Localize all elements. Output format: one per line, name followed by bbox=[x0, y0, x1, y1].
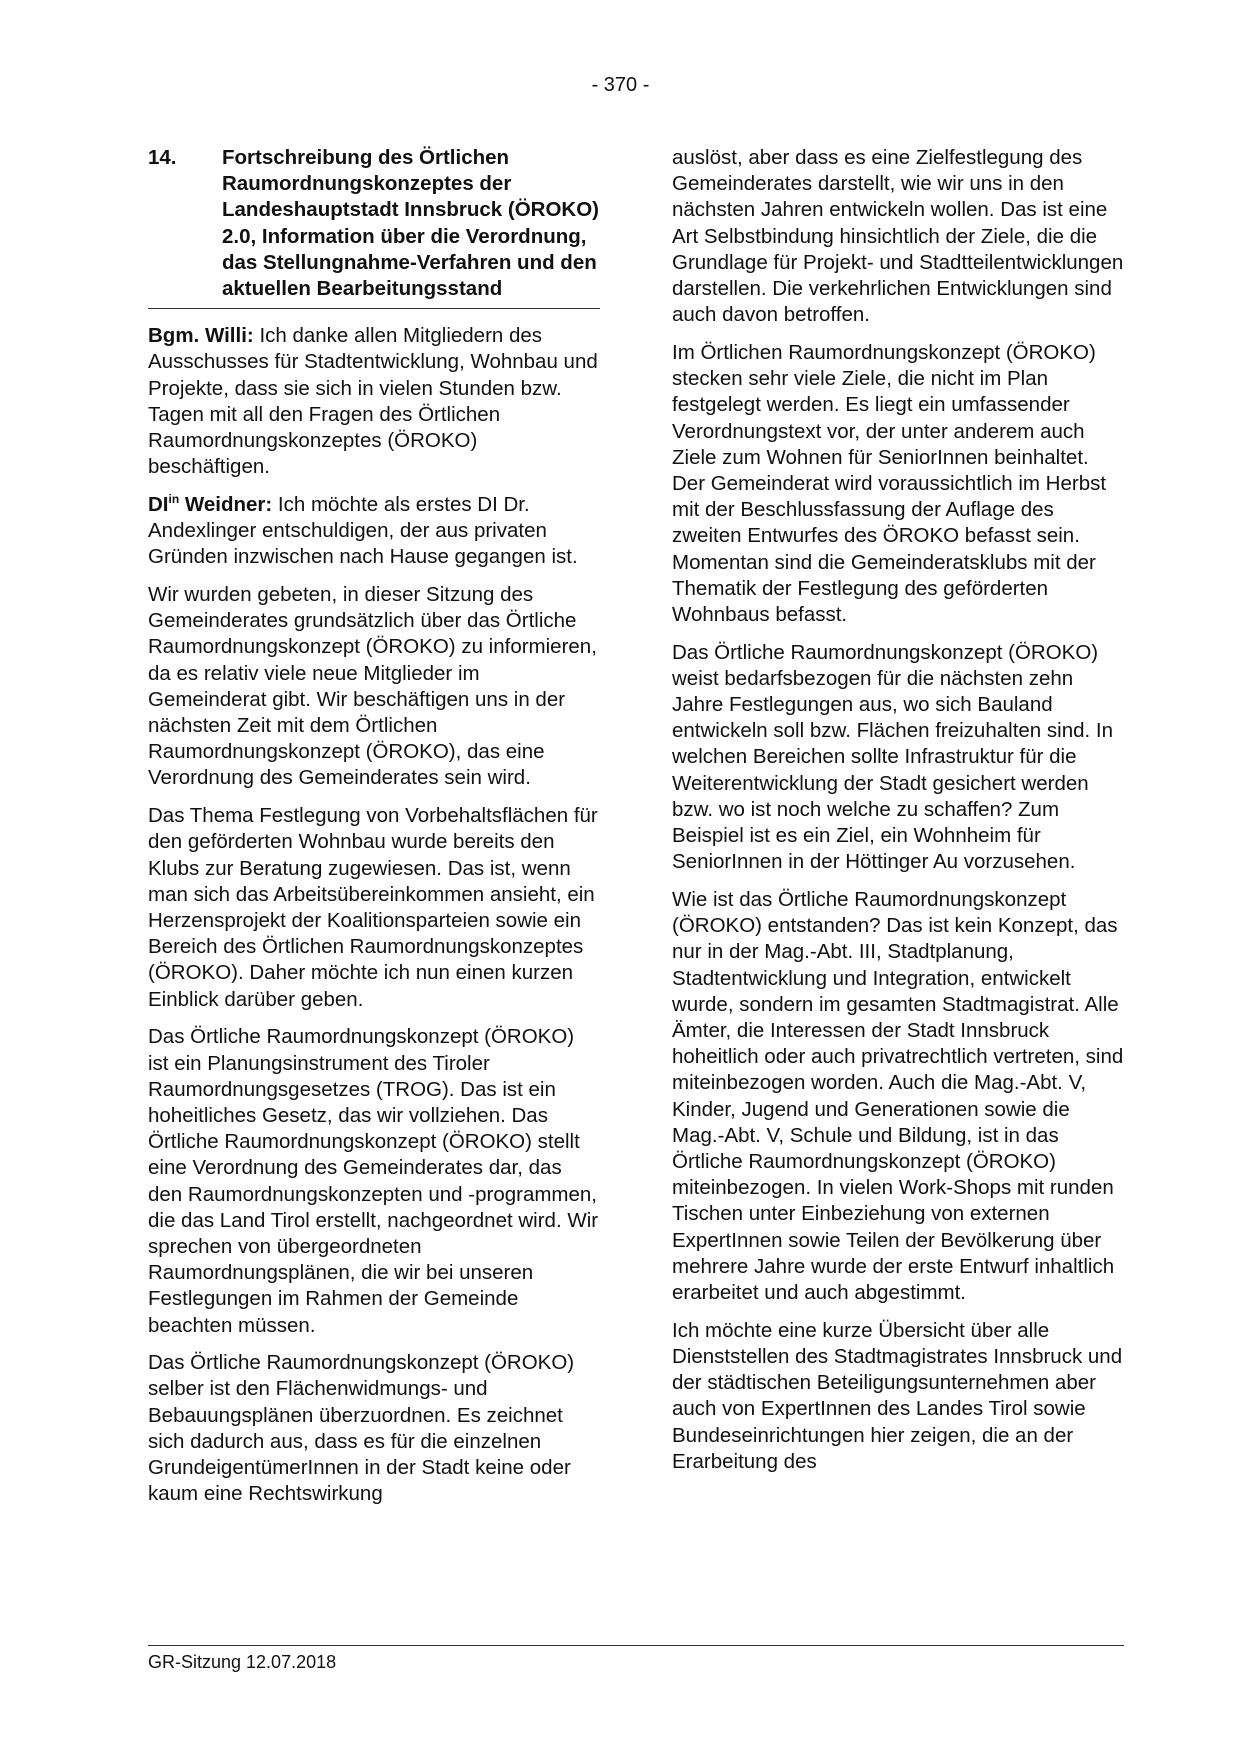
agenda-title: Fortschreibung des Örtlichen Raumordnungskonzeptes der Landeshauptstadt Innsbruck (ÖROKO) 2.0, Information über die Verordnung, das Stellungnahme-Verfahren und den aktuellen Bearbeitungsstand bbox=[222, 146, 599, 301]
right-column bbox=[672, 145, 1124, 1486]
speaker-surname: Weidner: bbox=[184, 492, 273, 516]
paragraph: Das Örtliche Raumordnungskonzept (ÖROKO) weist bedarfsbezogen für die nächsten zehn Jahre Festlegungen aus, wo sich Bauland entwickeln soll bzw. Flächen freizuhalten sind. In welchen Bereichen sollte Infrastruktur für die Weiterentwicklung der Stadt gesichert werden bzw. wo ist noch welche zu schaffen? Zum Beispiel ist es ein Ziel, ein Wohnheim für SeniorInnen in der Höttinger Au vorzusehen. bbox=[672, 640, 1113, 874]
paragraph: Wie ist das Örtliche Raumordnungskonzept (ÖROKO) entstanden? Das ist kein Konzept, das nur in der Mag.-Abt. III, Stadtplanung, Stadtentwicklung und Integration, entwickelt wurde, sondern im gesamten Stadtmagistrat. Alle Ämter, die Interessen der Stadt Innsbruck hoheitlich oder auch privatrechtlich vertreten, sind miteinbezogen worden. Auch die Mag.-Abt. V, Kinder, Jugend und Generationen sowie die Mag.-Abt. V, Schule und Bildung, ist in das Örtliche Raumordnungskonzept (ÖROKO) miteinbezogen. In vielen Work-Shops mit runden Tischen unter Einbeziehung von externen ExpertInnen sowie Teilen der Bevölkerung über mehrere Jahre wurde der erste Entwurf inhaltlich erarbeitet und auch abgestimmt. bbox=[672, 887, 1124, 1305]
speaker-name: Bgm. Willi: bbox=[148, 324, 254, 348]
paragraph: Im Örtlichen Raumordnungskonzept (ÖROKO) stecken sehr viele Ziele, die nicht im Plan festgelegt werden. Es liegt ein umfassender Verordnungstext vor, der unter anderem auch Ziele zum Wohnen für SeniorInnen beinhaltet. Der Gemeinderat wird voraussichtlich im Herbst mit der Beschlussfassung der Auflage des zweiten Entwurfes des ÖROKO befasst sein. Momentan sind die Gemeinderatsklubs mit der Thematik der Festlegung des geförderten Wohnbaus befasst. bbox=[672, 340, 1107, 626]
paragraph bbox=[148, 323, 600, 480]
left-column bbox=[148, 145, 600, 1519]
paragraph-text: Ich möchte als erstes DI Dr. Andexlinger entschuldigen, der aus privaten Gründen inzwischen nach Hause gegangen ist. bbox=[148, 492, 578, 569]
paragraph: Wir wurden gebeten, in dieser Sitzung des Gemeinderates grundsätzlich über das Örtliche Raumordnungskonzept (ÖROKO) zu informieren, da es relativ viele neue Mitglieder im Gemeinderat gibt. Wir beschäftigen uns in der nächsten Zeit mit dem Örtlichen Raumordnungskonzept (ÖROKO), das eine Verordnung des Gemeinderates sein wird. bbox=[148, 583, 597, 790]
paragraph-text: Ich danke allen Mitgliedern des Ausschusses für Stadtentwicklung, Wohnbau und Projekte, dass sie sich in vielen Stunden bzw. Tagen mit all den Fragen des Örtlichen Raumordnungskonzeptes (ÖROKO) beschäftigen. bbox=[148, 324, 598, 479]
paragraph: Das Örtliche Raumordnungskonzept (ÖROKO) ist ein Planungsinstrument des Tiroler Raumordnungsgesetzes (TROG). Das ist ein hoheitliches Gesetz, das wir vollziehen. Das Örtliche Raumordnungskonzept (ÖROKO) stellt eine Verordnung des Gemeinderates dar, das den Raumordnungskonzepten und -programmen, die das Land Tirol erstellt, nachgeordnet wird. Wir sprechen von übergeordneten Raumordnungsplänen, die wir bei unseren Festlegungen im Rahmen der Gemeinde beachten müssen. bbox=[148, 1025, 599, 1337]
paragraph: Das Örtliche Raumordnungskonzept (ÖROKO) selber ist den Flächenwidmungs- und Bebauungsplänen überzuordnen. Es zeichnet sich dadurch aus, dass es für die einzelnen GrundeigentümerInnen in der Stadt keine oder kaum eine Rechtswirkung bbox=[148, 1351, 575, 1506]
paragraph bbox=[148, 492, 600, 571]
footer-divider bbox=[148, 1645, 1124, 1646]
footer-session-date: GR-Sitzung 12.07.2018 bbox=[148, 1652, 337, 1672]
page-number: - 370 - bbox=[591, 74, 650, 96]
speaker-name bbox=[148, 493, 272, 516]
paragraph: Das Thema Festlegung von Vorbehaltsflächen für den geförderten Wohnbau wurde bereits den Klubs zur Beratung zugewiesen. Das ist, wenn man sich das Arbeitsübereinkommen ansieht, ein Herzensprojekt der Koalitionsparteien sowie ein Bereich des Örtlichen Raumordnungskonzeptes (ÖROKO). Daher möchte ich nun einen kurzen Einblick darüber geben. bbox=[148, 804, 598, 1011]
agenda-number: 14. bbox=[148, 146, 177, 169]
agenda-heading bbox=[148, 145, 600, 309]
paragraph: auslöst, aber dass es eine Zielfestlegung des Gemeinderates darstellt, wie wir uns in den nächsten Jahren entwickeln wollen. Das ist eine Art Selbstbindung hinsichtlich der Ziele, die die Grundlage für Projekt- und Stadtteilentwicklungen darstellen. Die verkehrlichen Entwicklungen sind auch davon betroffen. bbox=[672, 146, 1124, 327]
paragraph: Ich möchte eine kurze Übersicht über alle Dienststellen des Stadtmagistrates Innsbruck und der städtischen Beteiligungsunternehmen aber auch von ExpertInnen des Landes Tirol sowie Bundeseinrichtungen hier zeigen, die an der Erarbeitung des bbox=[672, 1318, 1123, 1473]
speaker-title: DI bbox=[148, 492, 169, 516]
speaker-title-suffix: in bbox=[168, 492, 180, 507]
